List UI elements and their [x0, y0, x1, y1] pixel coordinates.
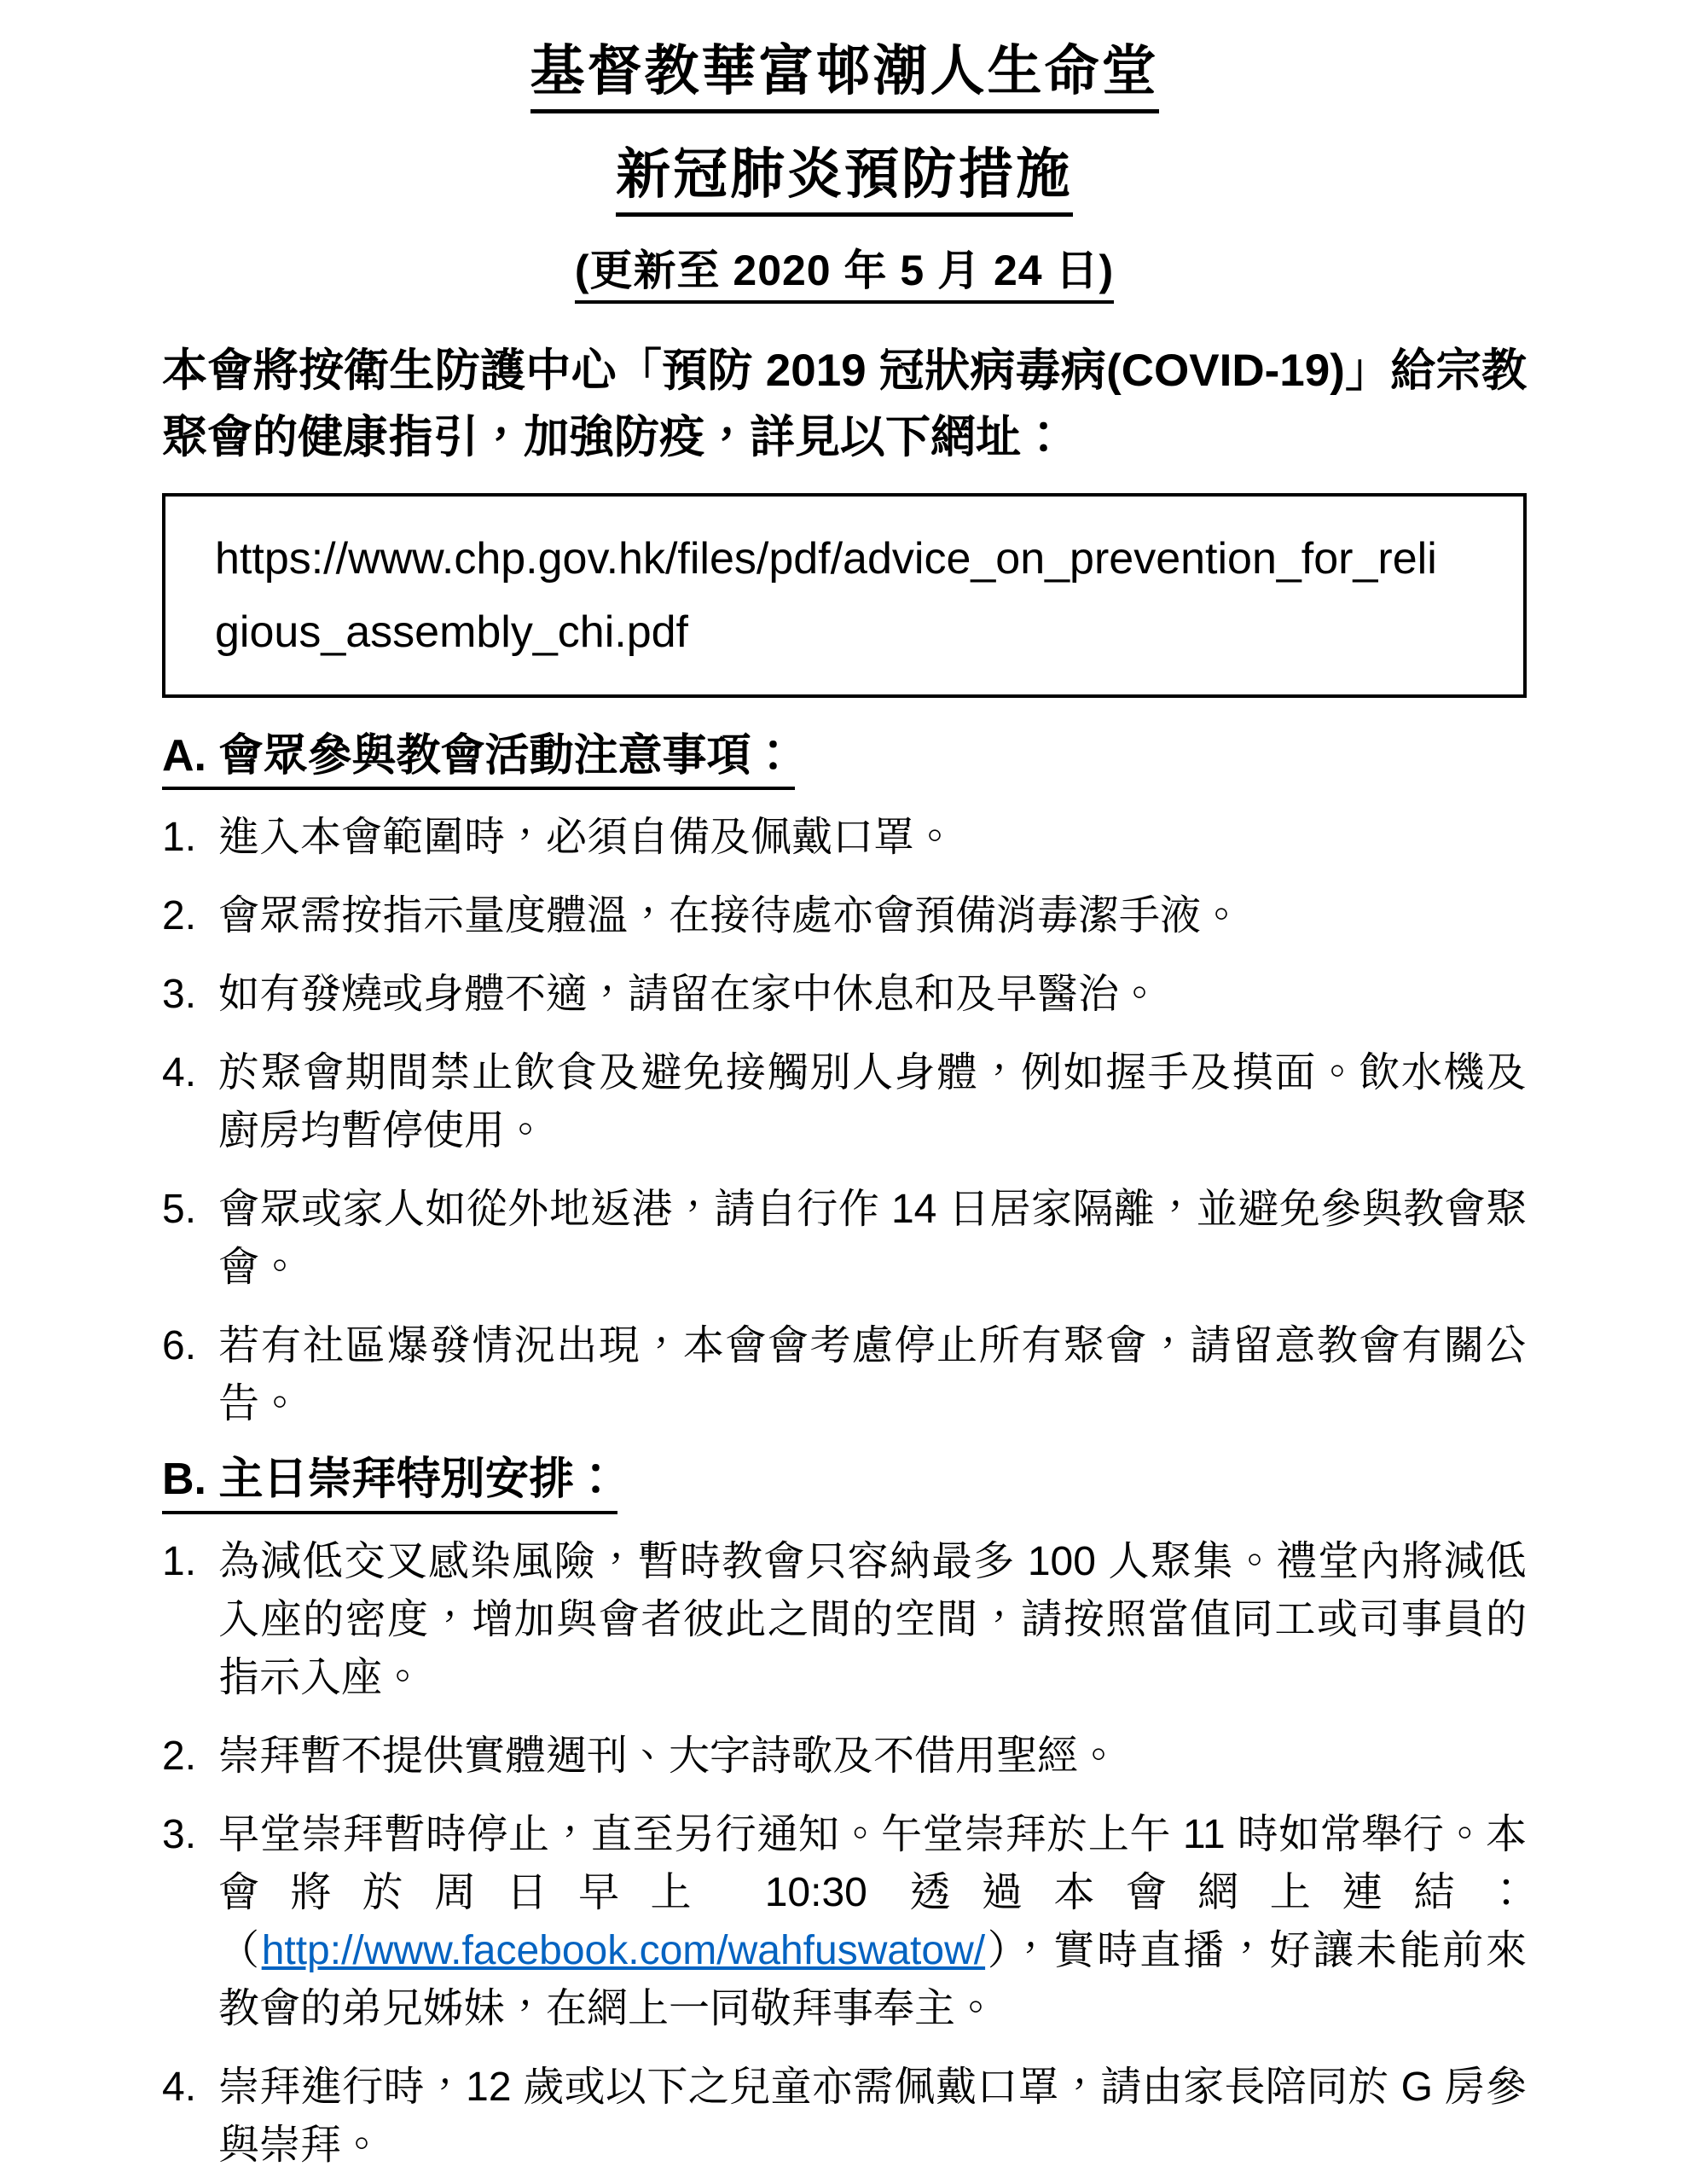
item-number: 4.: [162, 2064, 197, 2110]
doc-subtitle: [162, 142, 1527, 217]
doc-updated-date-text: (更新至 2020 年 5 月 24 日): [575, 247, 1114, 304]
item-text: 進入本會範圍時，必須自備及佩戴口罩。: [218, 815, 956, 861]
section-a-item-5: [162, 1181, 1527, 1297]
section-b-item-1: [162, 1533, 1527, 1707]
item-number: 1.: [162, 1538, 197, 1584]
doc-title-text: 基督教華富邨潮人生命堂: [530, 42, 1159, 113]
item-number: 2.: [162, 893, 197, 939]
section-b-heading-text: B. 主日崇拜特別安排：: [162, 1455, 617, 1513]
item-text-after-link: ），實時直播，好讓未能前來教會的弟兄姊妹，在網上一同敬拜事奉主。: [218, 1927, 1527, 2031]
item-text: 若有社區爆發情況出現，本會會考慮停止所有聚會，請留意教會有關公告。: [218, 1323, 1527, 1427]
facebook-live-link[interactable]: http://www.facebook.com/wahfuswatow/: [261, 1927, 986, 1973]
section-a-item-2: [162, 887, 1527, 945]
section-b-item-2: [162, 1728, 1527, 1786]
item-number: 5.: [162, 1187, 197, 1233]
section-a-heading-text: A. 會眾參與教會活動注意事項：: [162, 731, 795, 790]
item-text: [218, 1806, 1527, 2038]
item-text: 於聚會期間禁止飲食及避免接觸別人身體，例如握手及摸面。飲水機及廚房均暫停使用。: [218, 1050, 1527, 1154]
section-a-item-6: [162, 1317, 1527, 1433]
item-number: 3.: [162, 972, 197, 1018]
section-a-item-3: [162, 966, 1527, 1024]
advice-url-text: https://www.chp.gov.hk/files/pdf/advice_on_prevention_for_religious_assembly_chi.pdf: [215, 534, 1437, 658]
item-number: 6.: [162, 1323, 197, 1369]
section-b-heading: [162, 1454, 1527, 1513]
section-a-heading: [162, 730, 1527, 790]
item-number: 4.: [162, 1050, 197, 1096]
advice-url-box: [162, 493, 1527, 698]
section-a-item-4: [162, 1044, 1527, 1160]
intro-paragraph: 本會將按衛生防護中心「預防 2019 冠狀病毒病(COVID-19)」給宗教聚會的健康指引，加強防疫，詳見以下網址：: [162, 346, 1527, 463]
doc-subtitle-text: 新冠肺炎預防措施: [616, 145, 1073, 217]
item-text: 為減低交叉感染風險，暫時教會只容納最多 100 人聚集。禮堂內將減低入座的密度，增加與會者彼此之間的空間，請按照當值同工或司事員的指示入座。: [218, 1538, 1527, 1700]
item-text: 會眾需按指示量度體溫，在接待處亦會預備消毒潔手液。: [218, 893, 1243, 939]
section-a-item-1: [162, 809, 1527, 867]
item-number: 2.: [162, 1733, 197, 1779]
item-text: 如有發燒或身體不適，請留在家中休息和及早醫治。: [218, 972, 1161, 1018]
doc-title: [162, 39, 1527, 113]
item-text: 崇拜進行時，12 歲或以下之兒童亦需佩戴口罩，請由家長陪同於 G 房參與崇拜。: [218, 2064, 1527, 2168]
item-text: 崇拜暫不提供實體週刊、大字詩歌及不借用聖經。: [218, 1733, 1120, 1779]
item-text: 會眾或家人如從外地返港，請自行作 14 日居家隔離，並避免參與教會聚會。: [218, 1187, 1527, 1291]
section-b-item-4: [162, 2059, 1527, 2175]
item-number: 1.: [162, 815, 197, 861]
item-text-before-link: 早堂崇拜暫時停止，直至另行通知。午堂崇拜於上午 11 時如常舉行。本會將於周日早上 10:30 透過本會網上連結：（: [218, 1811, 1527, 1973]
doc-updated-date: [162, 246, 1527, 304]
item-number: 3.: [162, 1811, 197, 1857]
section-b-item-3: [162, 1806, 1527, 2038]
